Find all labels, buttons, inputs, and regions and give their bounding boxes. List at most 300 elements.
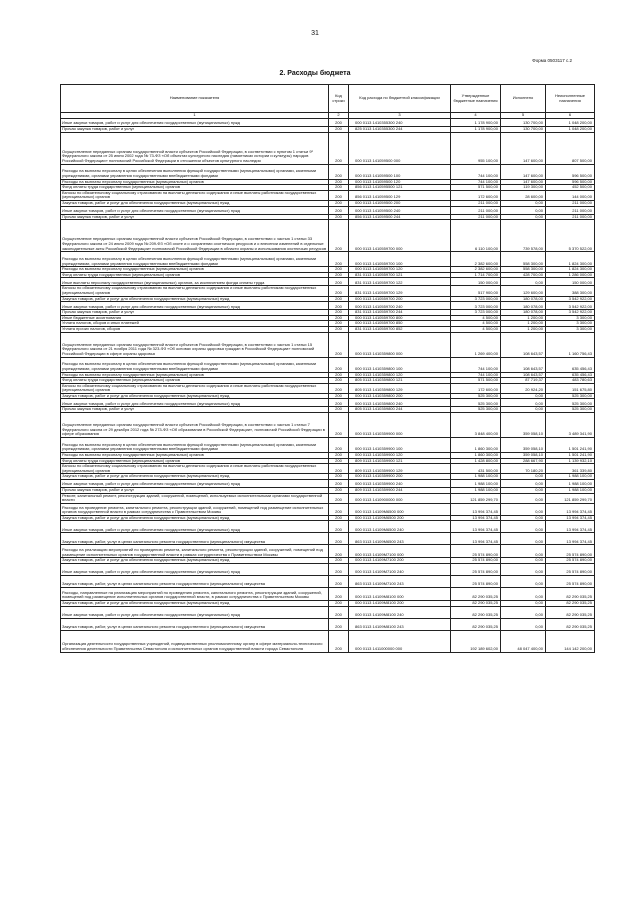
row-classification-code: 000 0113 141059500 200 [349, 200, 451, 206]
table-row [61, 564, 595, 576]
table-row [61, 545, 595, 558]
row-executed-amount: 180 078,00 [501, 310, 546, 316]
row-approved-amount: 211 000,00 [451, 200, 501, 206]
row-executed-amount: 129 600,00 [501, 286, 546, 296]
row-approved-amount: 1 178 900,00 [451, 127, 501, 133]
row-classification-code: 000 0113 1410559700 800 [349, 315, 451, 321]
row-approved-amount: 1 178 900,00 [451, 119, 501, 127]
row-name: Закупка товаров, работ, услуг в целях капитального ремонта государственного (муниципального) имущества [61, 533, 329, 545]
row-approved-amount: 172 600,00 [451, 190, 501, 200]
table-row [61, 302, 595, 310]
col-number: 3 [349, 113, 451, 119]
row-remaining-amount: 3 542 922,00 [546, 310, 595, 316]
row-remaining-amount: 1 988 100,00 [546, 488, 595, 494]
row-approved-amount: 13 994 374,45 [451, 503, 501, 515]
row-line-code: 200 [329, 601, 349, 607]
row-classification-code: 000 0113 1410359900 000 [349, 413, 451, 438]
table-row [61, 533, 595, 545]
row-classification-code: 000 0113 14109М6500 240 [349, 521, 451, 533]
row-line-code: 200 [329, 302, 349, 310]
row-name: Взносы по обязательному социальному страхованию на выплаты денежного содержания и иные выплаты работникам государственных (муниципальных) органов [61, 464, 329, 474]
row-remaining-amount: 211 000,00 [546, 214, 595, 220]
row-name: Расходы на реализацию мероприятий по проведению ремонта, капитального ремонта, реконструкции зданий, сооружений, помещений под размещение исполнительных органов государственной власти в рамках сотрудничества с Правительством Москвы [61, 545, 329, 558]
row-classification-code: 000 0113 14109М8100 000 [349, 588, 451, 601]
row-name: Расходы на выплаты персоналу в целях обеспечения выполнения функций государственными (муниципальными) органами, казенными учреждениями, органами управления государственными внебюджетными фондами [61, 164, 329, 179]
row-name: Фонд оплаты труда государственных (муниципальных) органов [61, 272, 329, 278]
row-name: Закупка товаров, работ и услуг для обеспечения государственных (муниципальных) нужд [61, 558, 329, 564]
row-executed-amount: 558 300,00 [501, 267, 546, 273]
row-name: Ремонт, капитальный ремонт, реконструкция зданий, сооружений, помещений, используемых исполнительными органами государственной власти [61, 493, 329, 503]
row-remaining-amount: 211 000,00 [546, 200, 595, 206]
row-remaining-amount: 25 574 890,00 [546, 558, 595, 564]
row-approved-amount: 431 500,00 [451, 464, 501, 474]
table-row [61, 576, 595, 588]
row-remaining-amount: 82 290 035,25 [546, 588, 595, 601]
row-line-code: 200 [329, 533, 349, 545]
row-classification-code: 856 0113 1410595500 121 [349, 185, 451, 191]
table-row [61, 132, 595, 164]
row-name: Закупка товаров, работ и услуг для обеспечения государственных (муниципальных) нужд [61, 296, 329, 302]
row-remaining-amount: 82 290 035,25 [546, 618, 595, 630]
row-classification-code: 000 0113 1410359800 120 [349, 372, 451, 378]
row-line-code: 200 [329, 372, 349, 378]
row-executed-amount: 0,00 [501, 521, 546, 533]
row-remaining-amount: 635 456,43 [546, 372, 595, 378]
table-row [61, 119, 595, 127]
row-name: Расходы на выплаты персоналу в целях обеспечения выполнения функций государственными (муниципальными) органами, казенными учреждениями, органами управления государственными внебюджетными фондами [61, 252, 329, 267]
row-name: Иные бюджетные ассигнования [61, 315, 329, 321]
table-row [61, 220, 595, 252]
row-approved-amount: 744 100,00 [451, 357, 501, 372]
row-name: Закупка товаров, работ и услуг для обеспечения государственных (муниципальных) нужд [61, 601, 329, 607]
row-line-code: 200 [329, 464, 349, 474]
row-executed-amount: 0,00 [501, 558, 546, 564]
row-approved-amount: 1 988 100,00 [451, 480, 501, 488]
row-executed-amount: 0,00 [501, 601, 546, 607]
row-remaining-amount: 144 000,00 [546, 190, 595, 200]
table-row [61, 503, 595, 515]
table-row [61, 521, 595, 533]
row-remaining-amount: 635 456,43 [546, 357, 595, 372]
row-name: Расходы на выплаты персоналу в целях обеспечения выполнения функций государственными (муниципальными) органами, казенными учреждениями, органами управления государственными внебюджетными фондами [61, 357, 329, 372]
row-executed-amount: 359 058,10 [501, 413, 546, 438]
row-name: Иные закупки товаров, работ и услуг для обеспечения государственных (муниципальных) нужд [61, 399, 329, 407]
row-classification-code: 809 0113 1410359900 121 [349, 458, 451, 464]
row-remaining-amount: 1 824 300,00 [546, 252, 595, 267]
row-executed-amount: 0,00 [501, 493, 546, 503]
row-line-code: 200 [329, 474, 349, 480]
row-executed-amount: 130 700,00 [501, 127, 546, 133]
row-line-code: 200 [329, 127, 349, 133]
row-name: Прочая закупка товаров, работ и услуг [61, 214, 329, 220]
row-executed-amount: 428 700,00 [501, 272, 546, 278]
row-line-code: 200 [329, 576, 349, 588]
row-approved-amount: 517 900,00 [451, 286, 501, 296]
row-approved-amount: 744 100,00 [451, 164, 501, 179]
row-remaining-amount: 25 574 890,00 [546, 576, 595, 588]
row-classification-code: 805 0113 1410359800 129 [349, 383, 451, 393]
row-executed-amount: 147 600,00 [501, 132, 546, 164]
row-executed-amount: 0,00 [501, 564, 546, 576]
row-executed-amount: 739 578,00 [501, 220, 546, 252]
row-classification-code: 000 0113 1410359900 240 [349, 480, 451, 488]
row-classification-code: 805 0113 1410359800 244 [349, 407, 451, 413]
row-line-code: 200 [329, 545, 349, 558]
row-name: Уплата налогов, сборов и иных платежей [61, 321, 329, 327]
row-approved-amount: 25 574 890,00 [451, 576, 501, 588]
row-executed-amount: 558 300,00 [501, 252, 546, 267]
row-classification-code: 000 0113 1410559700 120 [349, 267, 451, 273]
row-approved-amount: 1 428 800,00 [451, 458, 501, 464]
row-executed-amount: 147 600,00 [501, 179, 546, 185]
row-remaining-amount: 452 500,00 [546, 185, 595, 191]
row-line-code: 200 [329, 458, 349, 464]
row-line-code: 200 [329, 606, 349, 618]
row-approved-amount: 25 574 890,00 [451, 545, 501, 558]
row-name: Закупка товаров, работ и услуг для обеспечения государственных (муниципальных) нужд [61, 515, 329, 521]
row-name: Организация деятельности государственных учреждений, подведомственных уполномоченному органу в сфере материально-технического обеспечения деятельности Правительства Севастополя и исполнительных органов государственной власти города Севастополя [61, 630, 329, 652]
row-approved-amount: 744 100,00 [451, 179, 501, 185]
table-row [61, 164, 595, 179]
row-name: Закупка товаров, работ и услуг для обеспечения государственных (муниципальных) нужд [61, 200, 329, 206]
row-line-code: 200 [329, 200, 349, 206]
row-executed-amount: 359 058,10 [501, 438, 546, 453]
row-executed-amount: 147 600,00 [501, 164, 546, 179]
row-executed-amount: 108 643,57 [501, 357, 546, 372]
row-approved-amount: 211 000,00 [451, 206, 501, 214]
row-approved-amount: 525 300,00 [451, 407, 501, 413]
row-approved-amount: 744 100,00 [451, 372, 501, 378]
header-row [61, 85, 595, 113]
row-classification-code: 000 0113 1410559700 200 [349, 296, 451, 302]
row-classification-code: 000 0113 14109М8100 240 [349, 606, 451, 618]
row-remaining-amount: 1 501 241,90 [546, 453, 595, 459]
row-classification-code: 863 0113 14109М8100 243 [349, 618, 451, 630]
row-approved-amount: 82 290 035,25 [451, 601, 501, 607]
row-classification-code: 000 0113 14109М7100 200 [349, 558, 451, 564]
row-classification-code: 805 0113 1410359800 121 [349, 378, 451, 384]
row-approved-amount: 525 300,00 [451, 399, 501, 407]
row-executed-amount: 130 700,00 [501, 119, 546, 127]
table-row [61, 606, 595, 618]
row-executed-amount: 87 719,37 [501, 378, 546, 384]
row-remaining-amount: 3 300,00 [546, 321, 595, 327]
row-line-code: 200 [329, 190, 349, 200]
row-remaining-amount: 525 300,00 [546, 393, 595, 399]
row-executed-amount: 0,00 [501, 533, 546, 545]
row-classification-code: 831 0113 1410559700 852 [349, 326, 451, 332]
col-number: 1 [61, 113, 329, 119]
row-approved-amount: 25 574 890,00 [451, 564, 501, 576]
table-row [61, 493, 595, 503]
row-line-code: 200 [329, 272, 349, 278]
row-executed-amount: 0,00 [501, 474, 546, 480]
row-name: Осуществление переданных органам государственной власти субъектов Российской Федерации, в соответствии с частью 1 статьи 33 Федерального закона от 24 июля 2009 года № 209-ФЗ «Об охоте и о сохранении охотничьих ресурсов и о внесении изменений в отдельные законодательные акты Российской Федерации» полномочий Российской Федерации в области охраны и использования охотничьих ресурсов [61, 220, 329, 252]
row-executed-amount: 0,00 [501, 606, 546, 618]
row-classification-code: 000 0113 1410359800 100 [349, 357, 451, 372]
row-classification-code: 831 0113 1410559700 121 [349, 272, 451, 278]
row-remaining-amount: 25 574 890,00 [546, 545, 595, 558]
row-line-code: 200 [329, 407, 349, 413]
row-approved-amount: 82 290 035,25 [451, 618, 501, 630]
row-remaining-amount: 596 500,00 [546, 164, 595, 179]
row-classification-code: 856 0113 141059500 244 [349, 214, 451, 220]
table-row [61, 464, 595, 474]
row-executed-amount: 0,00 [501, 399, 546, 407]
row-remaining-amount: 13 994 374,45 [546, 533, 595, 545]
row-name: Закупка товаров, работ, услуг в целях капитального ремонта государственного (муниципального) имущества [61, 576, 329, 588]
table-row [61, 278, 595, 286]
row-executed-amount: 359 058,10 [501, 453, 546, 459]
table-row [61, 332, 595, 357]
row-remaining-amount: 13 994 374,45 [546, 515, 595, 521]
row-remaining-amount: 1 139 932,10 [546, 458, 595, 464]
row-classification-code: 000 0113 1411000000 000 [349, 630, 451, 652]
row-classification-code: 000 0113 1410355300 240 [349, 119, 451, 127]
row-name: Взносы по обязательному социальному страхованию на выплаты денежного содержания и иные выплаты работникам государственных (муниципальных) органов [61, 286, 329, 296]
row-name: Расходы на выплаты персоналу государственных (муниципальных) органов [61, 267, 329, 273]
col-header-approved: Утвержденные бюджетные назначения [451, 85, 501, 113]
row-remaining-amount: 1 160 756,43 [546, 332, 595, 357]
section-title: 2. Расходы бюджета [279, 70, 351, 77]
row-executed-amount: 0,00 [501, 407, 546, 413]
row-remaining-amount: 150 000,00 [546, 278, 595, 286]
row-executed-amount: 0,00 [501, 393, 546, 399]
row-approved-amount: 1 269 400,00 [451, 332, 501, 357]
row-approved-amount: 1 988 100,00 [451, 488, 501, 494]
row-approved-amount: 955 100,00 [451, 132, 501, 164]
table-row [61, 399, 595, 407]
row-classification-code: 831 0113 1410559700 244 [349, 310, 451, 316]
row-classification-code: 000 0113 1410359800 000 [349, 332, 451, 357]
row-remaining-amount: 483 780,63 [546, 378, 595, 384]
row-approved-amount: 4 500,00 [451, 315, 501, 321]
row-classification-code: 809 0113 1410359900 129 [349, 464, 451, 474]
row-line-code: 200 [329, 393, 349, 399]
row-remaining-amount: 82 290 035,25 [546, 601, 595, 607]
row-classification-code: 825 0113 1410355300 244 [349, 127, 451, 133]
row-line-code: 200 [329, 588, 349, 601]
row-name: Иные закупки товаров, работ и услуг для обеспечения государственных (муниципальных) нужд [61, 480, 329, 488]
row-approved-amount: 1 714 700,00 [451, 272, 501, 278]
row-name: Иные закупки товаров, работ и услуг для обеспечения государственных (муниципальных) нужд [61, 606, 329, 618]
row-remaining-amount: 361 339,80 [546, 464, 595, 474]
row-name: Прочая закупка товаров, работ и услуг [61, 127, 329, 133]
row-name: Осуществление переданных органам государственной власти субъектов Российской Федерации, в соответствии с частью 1 статьи 15 Федерального закона от 21 ноября 2011 года № 323-ФЗ «Об основах охраны здоровья граждан в Российской Федерации» полномочий Российской Федерации в сфере охраны здоровья [61, 332, 329, 357]
row-approved-amount: 211 000,00 [451, 214, 501, 220]
row-remaining-amount: 151 675,80 [546, 383, 595, 393]
row-classification-code: 000 0113 14109М7100 000 [349, 545, 451, 558]
row-name: Расходы на выплаты персоналу в целях обеспечения выполнения функций государственными (муниципальными) органами, казенными учреждениями, органами управления государственными внебюджетными фондами [61, 438, 329, 453]
row-line-code: 200 [329, 267, 349, 273]
row-name: Расходы на выплаты персоналу государственных (муниципальных) органов [61, 372, 329, 378]
row-line-code: 200 [329, 453, 349, 459]
row-approved-amount: 82 290 035,25 [451, 606, 501, 618]
row-name: Осуществление переданных органам государственной власти субъектов Российской Федерации, в соответствии с частью 1 статьи 7 Федерального закона от 29 декабря 2012 года № 273-ФЗ «Об образовании в Российской Федерации», полномочий Российской Федерации в сфере образования [61, 413, 329, 438]
row-executed-amount: 1 200,00 [501, 321, 546, 327]
row-line-code: 200 [329, 310, 349, 316]
row-line-code: 200 [329, 378, 349, 384]
row-executed-amount: 0,00 [501, 576, 546, 588]
row-name: Фонд оплаты труда государственных (муниципальных) органов [61, 185, 329, 191]
row-line-code: 200 [329, 326, 349, 332]
row-remaining-amount: 1 824 300,00 [546, 267, 595, 273]
row-line-code: 200 [329, 179, 349, 185]
row-name: Прочая закупка товаров, работ и услуг [61, 407, 329, 413]
row-executed-amount: 180 078,00 [501, 296, 546, 302]
row-name: Осуществление переданных органам государственной власти субъектов Российской Федерации, в соответствии с пунктом 1 статьи 9¹ Федерального закона от 25 июня 2002 года № 73-ФЗ «Об объектах культурного наследия (памятниках истории и культуры) народов Российской Федерации» полномочий Российской Федерации в отношении объектов культурного наследия [61, 132, 329, 164]
row-executed-amount: 180 078,00 [501, 302, 546, 310]
row-approved-amount: 2 382 600,00 [451, 252, 501, 267]
row-approved-amount: 4 500,00 [451, 326, 501, 332]
row-remaining-amount: 5 370 522,00 [546, 220, 595, 252]
table-row [61, 630, 595, 652]
table-row [61, 438, 595, 453]
col-number: 6 [546, 113, 595, 119]
row-line-code: 200 [329, 515, 349, 521]
row-approved-amount: 3 723 000,00 [451, 310, 501, 316]
row-remaining-amount: 3 300,00 [546, 315, 595, 321]
form-code: Форма 0503117 с.2 [532, 58, 572, 63]
row-classification-code: 000 0113 14109М7100 240 [349, 564, 451, 576]
row-name: Фонд оплаты труда государственных (муниципальных) органов [61, 458, 329, 464]
col-header-classification: Код расхода по бюджетной классификации [349, 85, 451, 113]
row-executed-amount: 28 600,00 [501, 190, 546, 200]
row-line-code: 200 [329, 413, 349, 438]
row-classification-code: 000 0113 1410559700 240 [349, 302, 451, 310]
row-executed-amount: 0,00 [501, 618, 546, 630]
row-remaining-amount: 807 500,00 [546, 132, 595, 164]
row-executed-amount: 0,00 [501, 545, 546, 558]
row-name: Расходы на выплаты персоналу государственных (муниципальных) органов [61, 179, 329, 185]
row-approved-amount: 192 189 602,00 [451, 630, 501, 652]
row-approved-amount: 6 110 100,00 [451, 220, 501, 252]
row-name: Уплата прочих налогов, сборов [61, 326, 329, 332]
row-name: Расходы, направленные на реализацию мероприятий по проведению ремонта, капитального ремонта, реконструкции зданий, сооружений, помещений под размещение исполнительных органов государственной власти, в рамках сотрудничества с Правительством Москвы [61, 588, 329, 601]
row-name: Расходы на проведение ремонта, капитального ремонта, реконструкции зданий, сооружений, помещений под размещение исполнительных органов государственной власти в рамках сотрудничества с Правительством Москвы [61, 503, 329, 515]
row-line-code: 200 [329, 618, 349, 630]
col-header-remaining: Неисполненные назначения [546, 85, 595, 113]
row-line-code: 200 [329, 480, 349, 488]
row-approved-amount: 2 382 600,00 [451, 267, 501, 273]
row-classification-code: 000 0113 141059500 240 [349, 206, 451, 214]
row-line-code: 200 [329, 206, 349, 214]
row-line-code: 200 [329, 399, 349, 407]
row-name: Иные закупки товаров, работ и услуг для обеспечения государственных (муниципальных) нужд [61, 302, 329, 310]
row-classification-code: 000 0113 1410559700 000 [349, 220, 451, 252]
row-executed-amount: 0,00 [501, 588, 546, 601]
col-number: 2 [329, 113, 349, 119]
row-remaining-amount: 596 500,00 [546, 179, 595, 185]
col-header-line-code: Код строки [329, 85, 349, 113]
row-classification-code: 000 0113 14109М6500 000 [349, 503, 451, 515]
row-classification-code: 000 0113 1410359800 240 [349, 399, 451, 407]
row-executed-amount: 0,00 [501, 515, 546, 521]
row-line-code: 200 [329, 278, 349, 286]
row-line-code: 200 [329, 558, 349, 564]
row-line-code: 200 [329, 321, 349, 327]
row-remaining-amount: 121 859 299,70 [546, 493, 595, 503]
row-approved-amount: 13 994 374,45 [451, 515, 501, 521]
row-executed-amount: 1 200,00 [501, 315, 546, 321]
row-line-code: 200 [329, 630, 349, 652]
row-name: Иные закупки товаров, работ и услуг для обеспечения государственных (муниципальных) нужд [61, 521, 329, 533]
row-classification-code: 000 0113 1410359800 200 [349, 393, 451, 399]
row-name: Прочая закупка товаров, работ и услуг [61, 310, 329, 316]
row-approved-amount: 82 290 035,25 [451, 588, 501, 601]
row-executed-amount: 48 047 400,00 [501, 630, 546, 652]
table-row [61, 206, 595, 214]
row-name: Иные выплаты персоналу государственных (муниципальных) органов, за исключением фонда оплаты труда [61, 278, 329, 286]
col-number: 4 [451, 113, 501, 119]
row-approved-amount: 1 988 100,00 [451, 474, 501, 480]
row-line-code: 200 [329, 252, 349, 267]
table-row [61, 190, 595, 200]
row-remaining-amount: 3 542 922,00 [546, 296, 595, 302]
row-name: Прочая закупка товаров, работ и услуг [61, 488, 329, 494]
table-row [61, 588, 595, 601]
row-name: Иные закупки товаров, работ и услуг для обеспечения государственных (муниципальных) нужд [61, 119, 329, 127]
row-remaining-amount: 388 300,00 [546, 286, 595, 296]
row-approved-amount: 1 860 300,00 [451, 453, 501, 459]
table-row [61, 383, 595, 393]
row-remaining-amount: 3 489 341,90 [546, 413, 595, 438]
row-remaining-amount: 211 000,00 [546, 206, 595, 214]
row-remaining-amount: 1 501 241,90 [546, 438, 595, 453]
row-approved-amount: 13 994 374,45 [451, 521, 501, 533]
col-number: 5 [501, 113, 546, 119]
row-remaining-amount: 13 994 374,45 [546, 521, 595, 533]
row-remaining-amount: 1 988 100,00 [546, 480, 595, 488]
table-row [61, 252, 595, 267]
row-name: Иные закупки товаров, работ и услуг для обеспечения государственных (муниципальных) нужд [61, 564, 329, 576]
row-classification-code: 000 0113 1410559700 100 [349, 252, 451, 267]
row-executed-amount: 0,00 [501, 480, 546, 488]
col-header-name: Наименование показателя [61, 85, 329, 113]
row-approved-amount: 525 300,00 [451, 393, 501, 399]
row-approved-amount: 172 600,00 [451, 383, 501, 393]
row-line-code: 200 [329, 383, 349, 393]
table-row [61, 480, 595, 488]
row-remaining-amount: 13 994 374,45 [546, 503, 595, 515]
row-line-code: 200 [329, 357, 349, 372]
row-remaining-amount: 25 574 890,00 [546, 564, 595, 576]
row-approved-amount: 3 848 400,00 [451, 413, 501, 438]
row-line-code: 200 [329, 493, 349, 503]
row-name: Расходы на выплаты персоналу государственных (муниципальных) органов [61, 453, 329, 459]
table-row [61, 413, 595, 438]
row-executed-amount: 70 180,20 [501, 464, 546, 474]
row-classification-code: 831 0113 1410559700 129 [349, 286, 451, 296]
row-remaining-amount: 525 300,00 [546, 407, 595, 413]
row-line-code: 200 [329, 286, 349, 296]
row-remaining-amount: 525 300,00 [546, 399, 595, 407]
row-remaining-amount: 1 988 100,00 [546, 474, 595, 480]
budget-expenses-table [60, 84, 595, 653]
row-name: Фонд оплаты труда государственных (муниципальных) органов [61, 378, 329, 384]
row-executed-amount: 20 924,20 [501, 383, 546, 393]
row-line-code: 200 [329, 119, 349, 127]
row-line-code: 200 [329, 132, 349, 164]
row-remaining-amount: 82 290 035,25 [546, 606, 595, 618]
row-classification-code: 000 0113 141059500 120 [349, 179, 451, 185]
row-approved-amount: 150 000,00 [451, 278, 501, 286]
row-remaining-amount: 3 542 922,00 [546, 302, 595, 310]
row-classification-code: 000 0113 141059500 000 [349, 132, 451, 164]
row-approved-amount: 13 994 374,45 [451, 533, 501, 545]
row-executed-amount: 0,00 [501, 278, 546, 286]
row-line-code: 200 [329, 521, 349, 533]
